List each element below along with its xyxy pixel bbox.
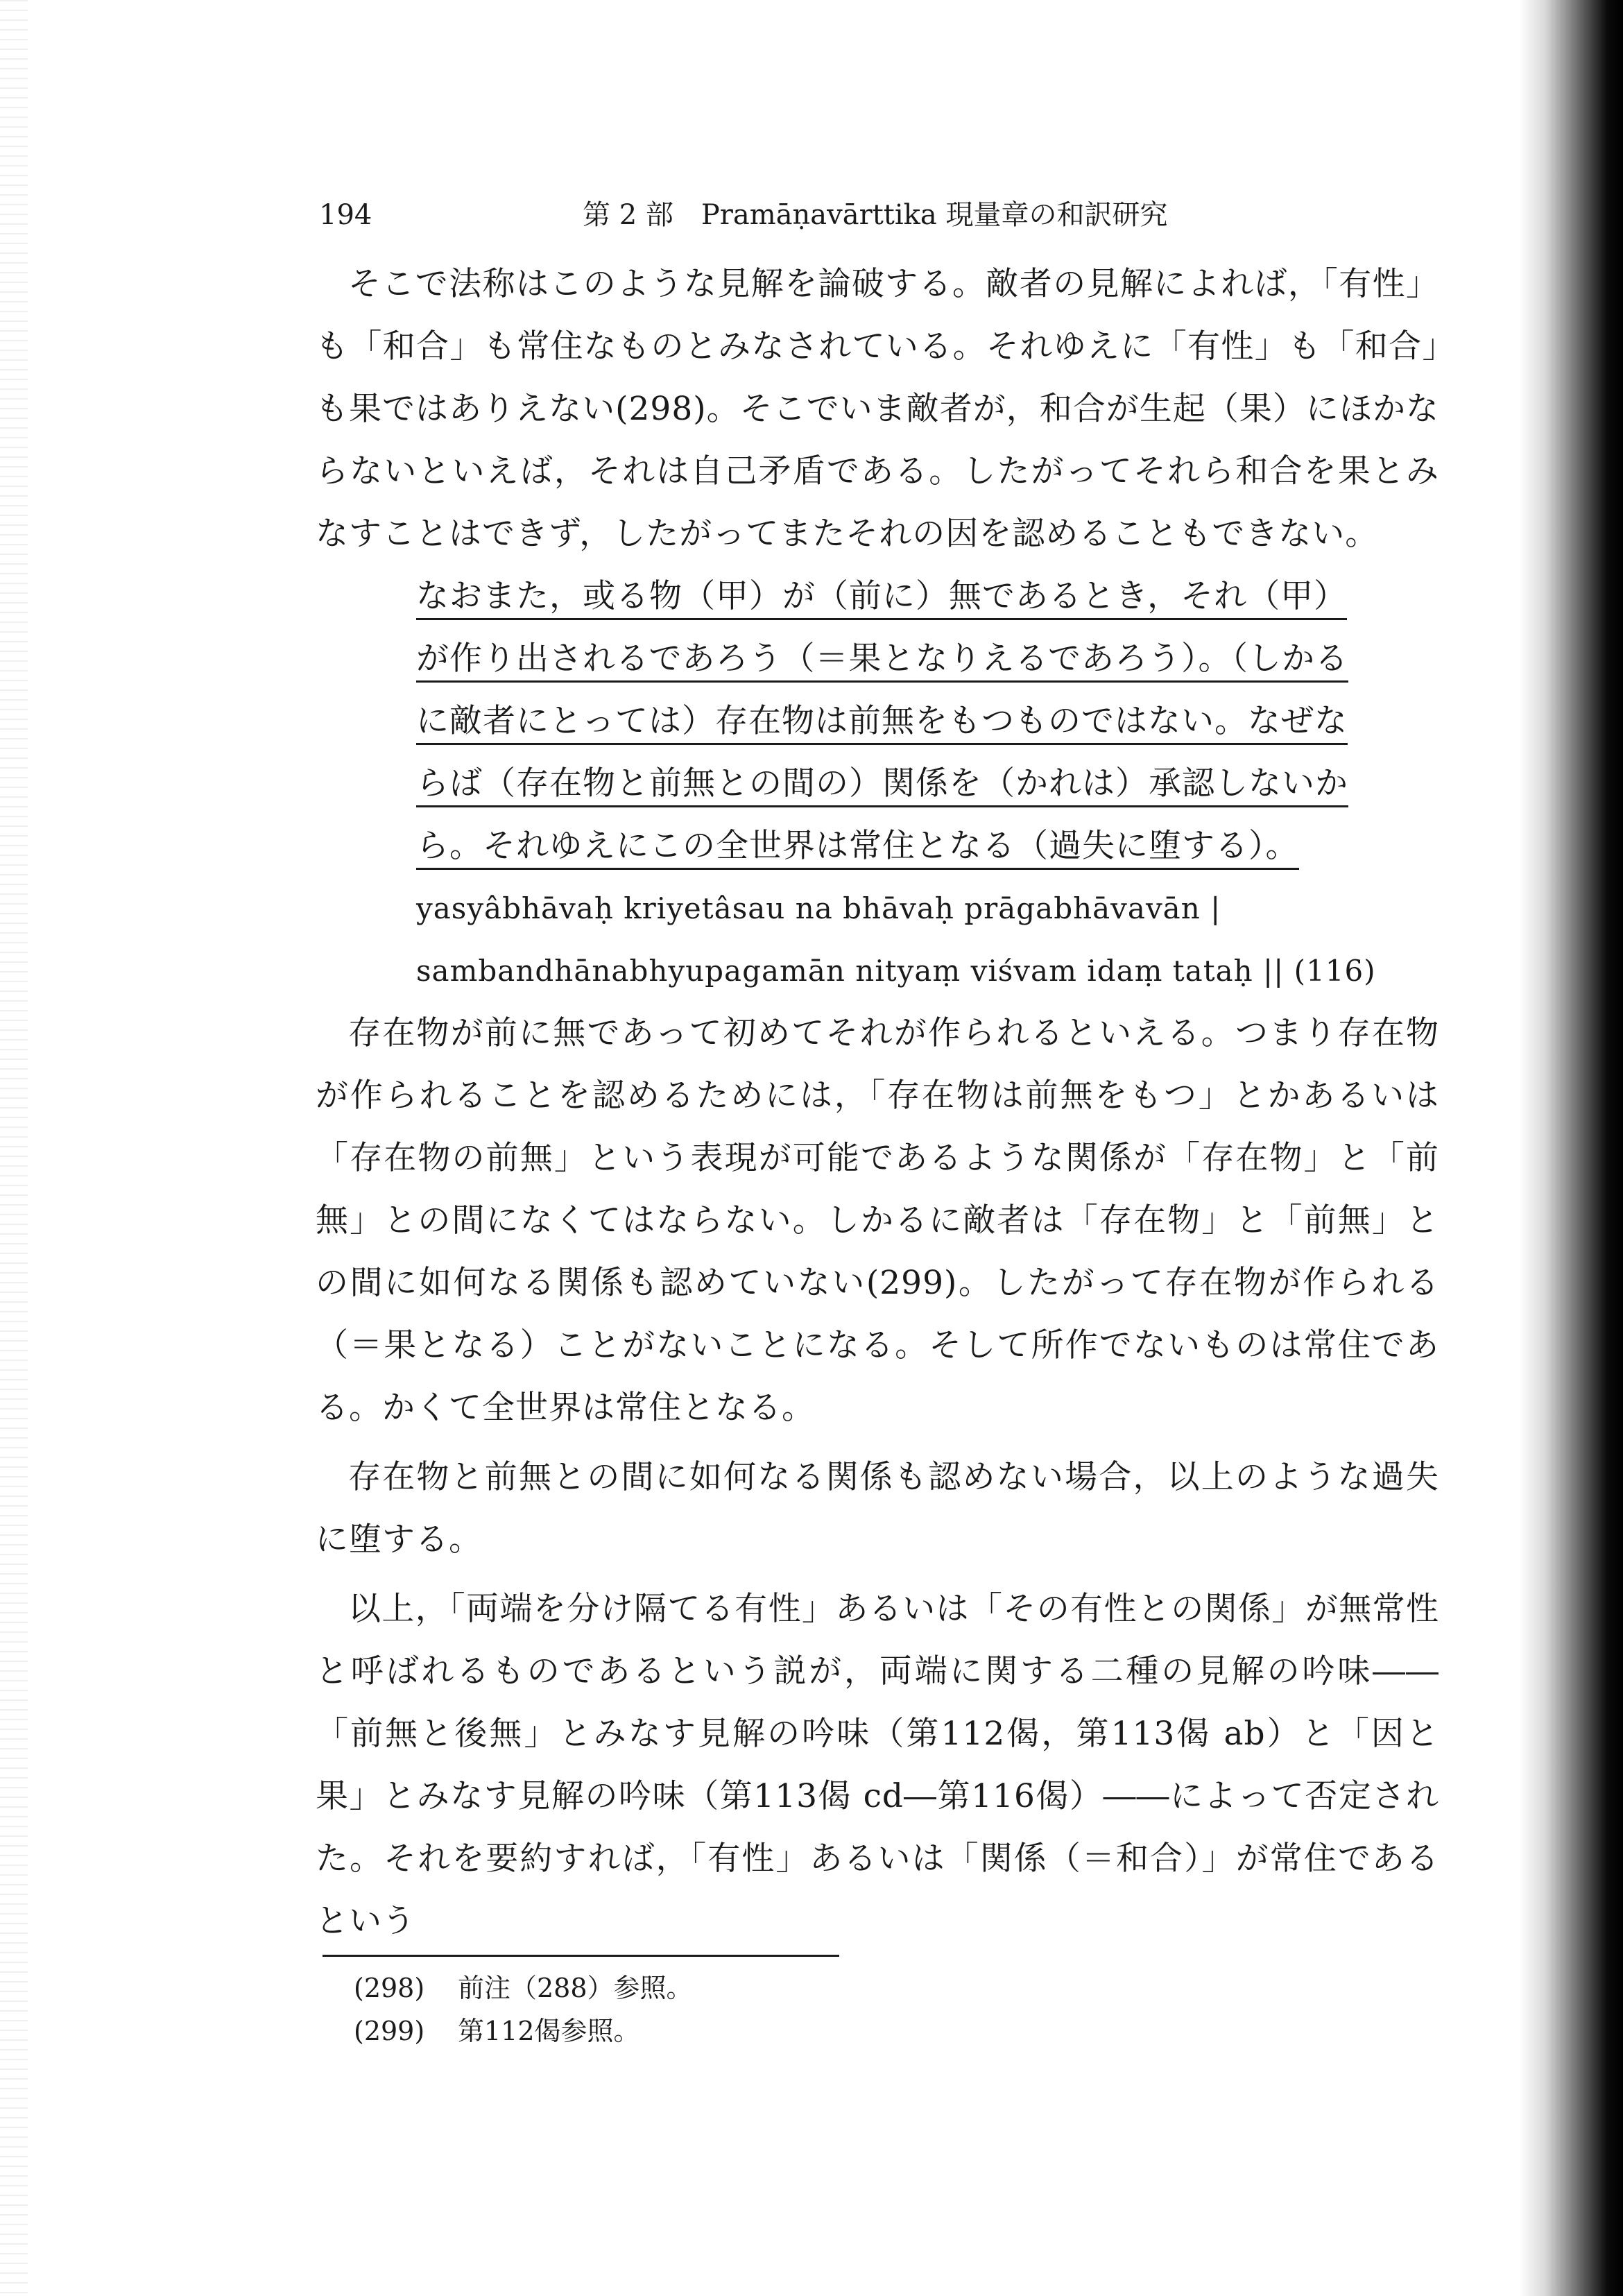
footnote-text: 前注（288）参照。 bbox=[458, 1973, 693, 2003]
verse-line-5: ら。それゆえにこの全世界は常住となる（過失に堕する）。 bbox=[416, 815, 1415, 877]
verse-line-1: なおまた，或る物（甲）が（前に）無であるとき，それ（甲） bbox=[416, 565, 1415, 628]
footnote-divider bbox=[323, 1955, 839, 1957]
verse-translation-block bbox=[416, 565, 1415, 1002]
footnote-number: (299) bbox=[354, 2016, 425, 2046]
page-gutter bbox=[0, 0, 28, 2296]
footnote-298 bbox=[354, 1967, 1325, 2010]
body-text bbox=[316, 253, 1439, 1953]
footnote-299 bbox=[354, 2010, 1325, 2053]
scan-edge-shadow bbox=[1519, 0, 1623, 2296]
paragraph-2: 存在物が前に無であって初めてそれが作られるといえる。つまり存在物が作られることを認めるためには，「存在物は前無をもつ」とかあるいは「存在物の前無」という表現が可能であるような関係が「存在物」と「前無」との間になくてはならない。しかるに敵者は「存在物」と「前無」との間に如何なる関係も認めていない(299)。したがって存在物が作られる（＝果となる）ことがないことになる。そして所作でないものは常住である。かくて全世界は常住となる。 bbox=[316, 1014, 1439, 1427]
paragraph-4: 以上，「両端を分け隔てる有性」あるいは「その有性との関係」が無常性と呼ばれるものであるという説が，両端に関する二種の見解の吟味――「前無と後無」とみなす見解の吟味（第112偈，第113偈 ab）と「因と果」とみなす見解の吟味（第113偈 cd―第116偈）――によって否定された。それを要約すれば，「有性」あるいは「関係（＝和合）」が常住であるという bbox=[316, 1590, 1439, 1940]
verse-line-4: らば（存在物と前無との間の）関係を（かれは）承認しないか bbox=[416, 753, 1415, 815]
running-head bbox=[319, 194, 1436, 236]
footnote-text: 第112偈参照。 bbox=[458, 2016, 640, 2046]
paragraph-3: 存在物と前無との間に如何なる関係も認めない場合，以上のような過失に堕する。 bbox=[316, 1458, 1439, 1559]
footnote-number: (298) bbox=[354, 1973, 425, 2003]
page-number: 194 bbox=[319, 199, 372, 231]
sanskrit-verse-line-2: sambandhānabhyupagamān nityaṃ viśvam idaṃ tataḥ || (116) bbox=[416, 954, 1376, 988]
verse-line-2: が作り出されるであろう（＝果となりえるであろう）。（しかる bbox=[416, 628, 1415, 690]
chapter-title: 第 2 部 Pramāṇavārttika 現量章の和訳研究 bbox=[583, 199, 1168, 231]
verse-line-3: に敵者にとっては）存在物は前無をもつものではない。なぜな bbox=[416, 690, 1415, 753]
footnotes bbox=[354, 1967, 1325, 2053]
paragraph-1: そこで法称はこのような見解を論破する。敵者の見解によれば，「有性」も「和合」も常住なものとみなされている。それゆえに「有性」も「和合」も果ではありえない(298)。そこでいま敵者が，和合が生起（果）にほかならないといえば，それは自己矛盾である。したがってそれら和合を果とみなすことはできず，したがってまたそれの因を認めることもできない。 bbox=[316, 265, 1439, 553]
sanskrit-verse-line-1: yasyâbhāvaḥ kriyetâsau na bhāvaḥ prāgabhāvavān | bbox=[416, 891, 1221, 925]
